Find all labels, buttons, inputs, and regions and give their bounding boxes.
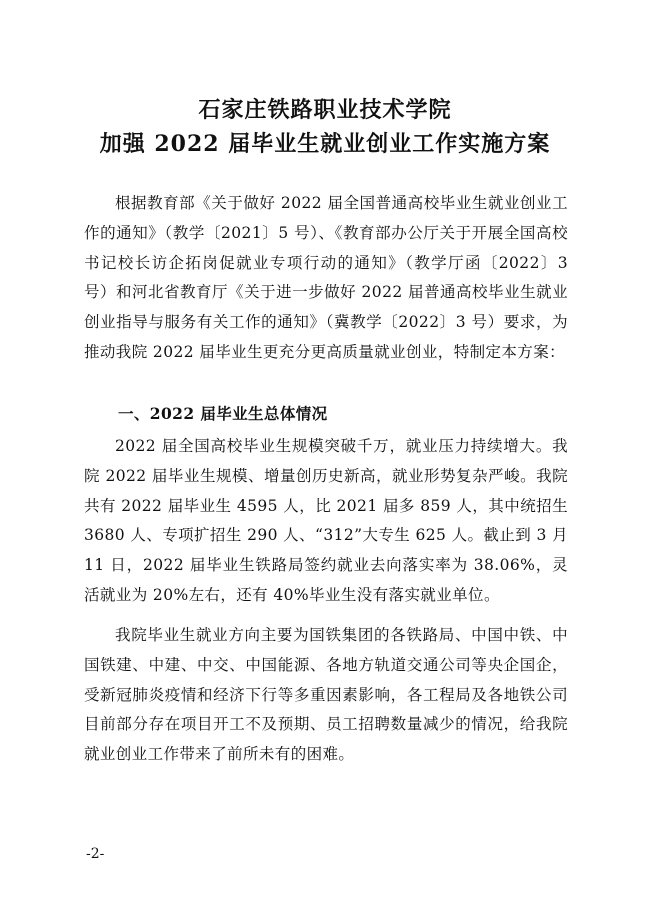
- paragraph-3-text: 我院毕业生就业方向主要为国铁集团的各铁路局、中国中铁、中国铁建、中建、中交、中国能源、各地方轨道交通公司等央企国企，受新冠肺炎疫情和经济下行等多重因素影响，各工程局及各地铁公司目前部分存在项目开工不及预期、员工招聘数量减少的情况，给我院就业创业工作带来了前所未有的困难。: [84, 626, 568, 764]
- document-title-line-1: 石家庄铁路职业技术学院: [198, 97, 452, 123]
- paragraph-2-text: 2022 届全国高校毕业生规模突破千万，就业压力持续增大。我院 2022 届毕业生规模、增量创历史新高，就业形势复杂严峻。我院共有 2022 届毕业生 4595 人，比 2021 届多 859 人，其中统招生 3680 人、专项扩招生 290 人、“312”大专生 625 人。截止到 3 月 11 日，2022 届毕业生铁路局签约就业去向落实率为 38.06%，灵活就业为 20%左右，还有 40%毕业生没有落实就业单位。: [84, 437, 568, 604]
- section-heading: 一、2022 届毕业生总体情况: [118, 404, 328, 423]
- body-paragraph-1: [84, 189, 568, 368]
- body-paragraph-2: [84, 432, 568, 611]
- paragraph-1-text: 根据教育部《关于做好 2022 届全国普通高校毕业生就业创业工作的通知》（教学〔2021〕5 号）、《教育部办公厅关于开展全国高校书记校长访企拓岗促就业专项行动的通知》（教学厅函〔2022〕3 号）和河北省教育厅《关于进一步做好 2022 届普通高校毕业生就业创业指导与服务有关工作的通知》（冀教学〔2022〕3 号）要求，为推动我院 2022 届毕业生更充分更高质量就业创业，特制定本方案：: [84, 194, 568, 361]
- page-number: -2-: [86, 846, 105, 862]
- body-paragraph-3: [84, 621, 568, 770]
- document-title-line-2: 加强 2022 届毕业生就业创业工作实施方案: [99, 131, 551, 157]
